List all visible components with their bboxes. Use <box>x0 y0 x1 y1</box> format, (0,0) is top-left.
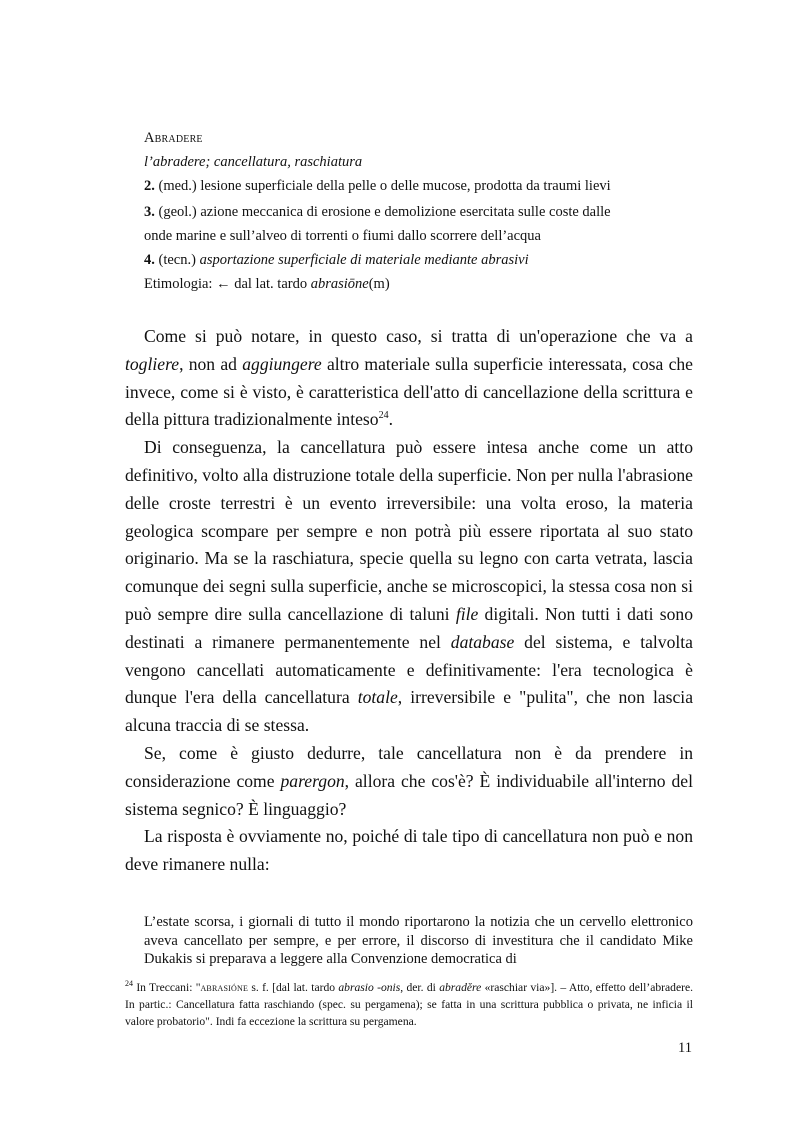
sense-2 <box>144 174 704 198</box>
italic-term: database <box>450 631 515 652</box>
etymology-suffix: (m) <box>368 276 390 292</box>
etymology <box>144 272 704 296</box>
headword: Abradere <box>144 130 203 146</box>
page-number: 11 <box>678 1040 692 1056</box>
footnote-reference[interactable]: 24 <box>378 410 389 422</box>
text-run: del sistema, e talvolta vengono cancellati automaticamente e definitivamente: l'era tecnologica è dunque l'era della cancellatura <box>125 631 693 708</box>
sense-4 <box>144 248 704 272</box>
definition: l’abradere; cancellatura, raschiatura <box>144 154 363 170</box>
sense-number: 4. <box>144 252 155 268</box>
italic-term: file <box>455 603 479 624</box>
italic-term: totale <box>357 687 398 708</box>
body-text <box>125 323 693 879</box>
sense-domain: (med.) <box>158 178 197 194</box>
text-run: Se, come è giusto dedurre, tale cancellatura non è da prendere in considerazione come <box>125 742 693 791</box>
italic-term: parergon <box>280 770 345 791</box>
sense-number: 2. <box>144 178 155 194</box>
paragraph <box>125 434 693 740</box>
text-run: altro materiale sulla superficie interessata, cosa che invece, come si è visto, è caratteristica dell'atto di cancellazione della scrittura e della pittura tradizionalmente inteso <box>125 353 693 430</box>
text-run: s. f. [dal lat. tardo <box>251 981 336 994</box>
etymology-word: abrasiōne <box>310 276 369 292</box>
paragraph <box>125 740 693 823</box>
sense-3-continued: onde marine e sull’alveo di torrenti o fiumi dallo scorrere dell’acqua <box>144 228 541 244</box>
paragraph <box>125 323 693 434</box>
text-run: «raschiar via»]. – Atto, effetto dell’abradere. In partic.: Cancellatura fatta raschiando (spec. su pergamena); se fatta in una scrittura pubblica o privata, ne inficia il valore probatorio". Indi fa eccezione la scrittura su pergamena. <box>125 981 694 1028</box>
sense-text: lesione superficiale della pelle o delle mucose, prodotta da traumi lievi <box>200 178 611 194</box>
text-run: digitali. Non tutti i dati sono destinati a rimanere permanentemente nel <box>125 603 694 652</box>
text-run: Di conseguenza, la cancellatura può essere intesa anche come un atto definitivo, volto alla distruzione totale della superficie. Non per nulla l'abrasione delle croste terrestri è un evento irreversibile: una volta eroso, la materia geologica scompare per sempre e non potrà più essere riportata al suo stato originario. Ma se la raschiatura, specie quella su legno con carta vetrata, lascia comunque dei segni sulla superficie, anche se microscopici, la stessa cosa non si può sempre dire sulla cancellazione di taluni <box>125 437 693 624</box>
text-run: Come si può notare, in questo caso, si tratta di un'operazione che va a <box>144 326 693 346</box>
sense-3 <box>144 200 704 224</box>
text-run: , der. di <box>400 981 436 994</box>
italic-term: abradĕre <box>439 981 482 994</box>
footnote-headword: abrasióne <box>200 981 249 994</box>
text-run: In Treccani: " <box>136 981 201 994</box>
footnote-number: 24 <box>125 979 133 989</box>
text-run: . <box>388 409 393 430</box>
sense-domain: (geol.) <box>158 204 197 220</box>
sense-text: azione meccanica di erosione e demolizione esercitata sulle coste dalle <box>200 204 611 220</box>
paragraph: La risposta è ovviamente no, poiché di tale tipo di cancellatura non può e non deve rimanere nulla: <box>125 826 693 875</box>
text-run: , irreversibile e "pulita", che non lascia alcuna traccia di se stessa. <box>125 687 694 736</box>
block-quote: L’estate scorsa, i giornali di tutto il mondo riportarono la notizia che un cervello elettronico aveva cancellato per sempre, e per errore, il discorso di investitura che il candidato Mike Dukakis si preparava a leggere alla Convenzione democratica di <box>144 914 693 967</box>
italic-term: togliere <box>125 353 180 374</box>
text-run: , allora che cos'è? È individuabile all'interno del sistema segnico? È linguaggio? <box>125 770 693 819</box>
footnote <box>125 979 693 1030</box>
text-run: , non ad <box>179 353 237 374</box>
italic-term: abrasio -onis <box>338 981 401 994</box>
etymology-label: Etimologia: ← dal lat. tardo <box>144 276 308 292</box>
italic-term: aggiungere <box>242 353 322 374</box>
sense-number: 3. <box>144 204 155 220</box>
sense-domain: (tecn.) <box>158 252 196 268</box>
dictionary-entry <box>144 126 704 296</box>
sense-text: asportazione superficiale di materiale mediante abrasivi <box>199 252 529 268</box>
